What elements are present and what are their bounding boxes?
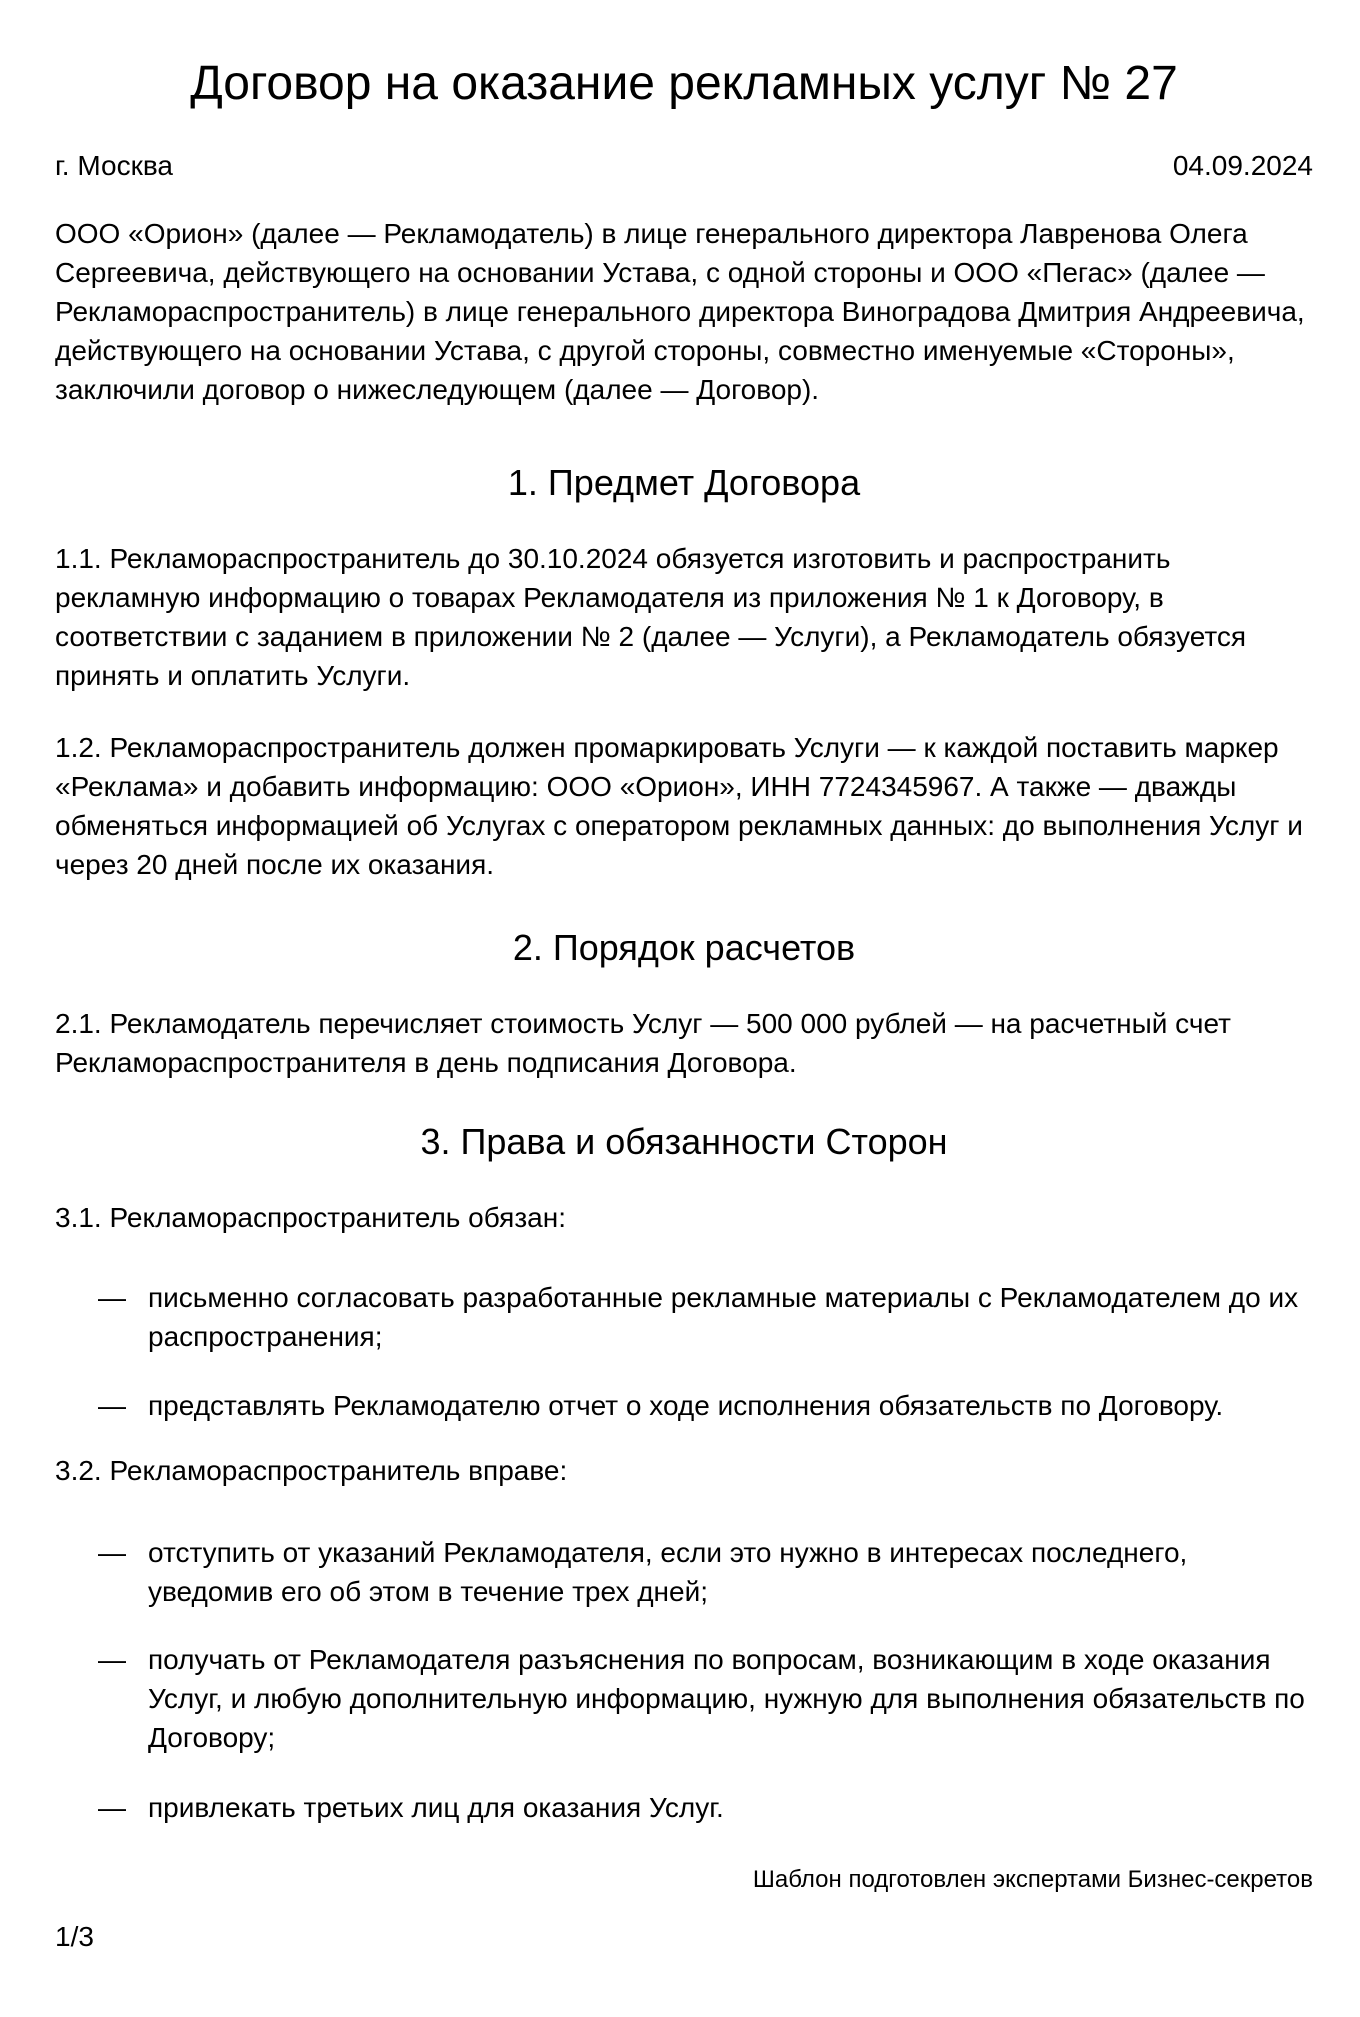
list-item xyxy=(98,1278,1313,1356)
dash-bullet-icon: — xyxy=(98,1537,126,1568)
intro-paragraph: ООО «Орион» (далее — Рекламодатель) в лице генерального директора Лавренова Олега Сергеевича, действующего на основании Устава, с одной стороны и ООО «Пегас» (далее — Рекламораспространитель) в лице генерального директора Виноградова Дмитрия Андреевича, действующего на основании Устава, с другой стороны, совместно именуемые «Стороны», заключили договор о нижеследующем (далее — Договор). xyxy=(55,218,1305,405)
clause-1-2: 1.2. Рекламораспространитель должен промаркировать Услуги — к каждой поставить маркер «Реклама» и добавить информацию: ООО «Орион», ИНН 7724345967. А также — дважды обменяться информацией об Услугах с оператором рекламных данных: до выполнения Услуг и через 20 дней после их оказания. xyxy=(55,732,1303,880)
list-item-text: представлять Рекламодателю отчет о ходе исполнения обязательств по Договору. xyxy=(148,1390,1224,1421)
city-label: г. Москва xyxy=(55,150,173,181)
clause-3-2-label: 3.2. Рекламораспространитель вправе: xyxy=(55,1455,568,1486)
list-item xyxy=(98,1533,1313,1611)
list-item-text: отступить от указаний Рекламодателя, если это нужно в интересах последнего, уведомив его об этом в течение трех дней; xyxy=(148,1537,1188,1607)
date-label: 04.09.2024 xyxy=(1172,150,1313,181)
document-title: Договор на оказание рекламных услуг № 27 xyxy=(190,57,1178,110)
page-number: 1/3 xyxy=(55,1921,94,1952)
dash-bullet-icon: — xyxy=(98,1644,126,1675)
list-item-text: привлекать третьих лиц для оказания Услуг. xyxy=(148,1792,724,1823)
clause-2-1: 2.1. Рекламодатель перечисляет стоимость Услуг — 500 000 рублей — на расчетный счет Рекламораспространителя в день подписания Договора. xyxy=(55,1008,1231,1078)
section-heading-3: 3. Права и обязанности Сторон xyxy=(420,1121,948,1162)
city-date-row xyxy=(55,146,1313,185)
clause-1-1: 1.1. Рекламораспространитель до 30.10.2024 обязуется изготовить и распространить рекламную информацию о товарах Рекламодателя из приложения № 1 к Договору, в соответствии с заданием в приложении № 2 (далее — Услуги), а Рекламодатель обязуется принять и оплатить Услуги. xyxy=(55,543,1247,691)
list-item-text: получать от Рекламодателя разъяснения по вопросам, возникающим в ходе оказания Услуг, и любую дополнительную информацию, нужную для выполнения обязательств по Договору; xyxy=(148,1644,1305,1753)
dash-bullet-icon: — xyxy=(98,1792,126,1823)
dash-bullet-icon: — xyxy=(98,1282,126,1313)
list-item xyxy=(98,1386,1313,1425)
template-credit-note: Шаблон подготовлен экспертами Бизнес-секретов xyxy=(752,1866,1313,1893)
list-item xyxy=(98,1788,1313,1827)
clause-3-1-label: 3.1. Рекламораспространитель обязан: xyxy=(55,1202,566,1233)
section-heading-2: 2. Порядок расчетов xyxy=(512,927,856,968)
list-item xyxy=(98,1640,1313,1757)
section-heading-1: 1. Предмет Договора xyxy=(507,462,861,503)
dash-bullet-icon: — xyxy=(98,1390,126,1421)
list-item-text: письменно согласовать разработанные рекламные материалы с Рекламодателем до их распространения; xyxy=(148,1282,1299,1352)
